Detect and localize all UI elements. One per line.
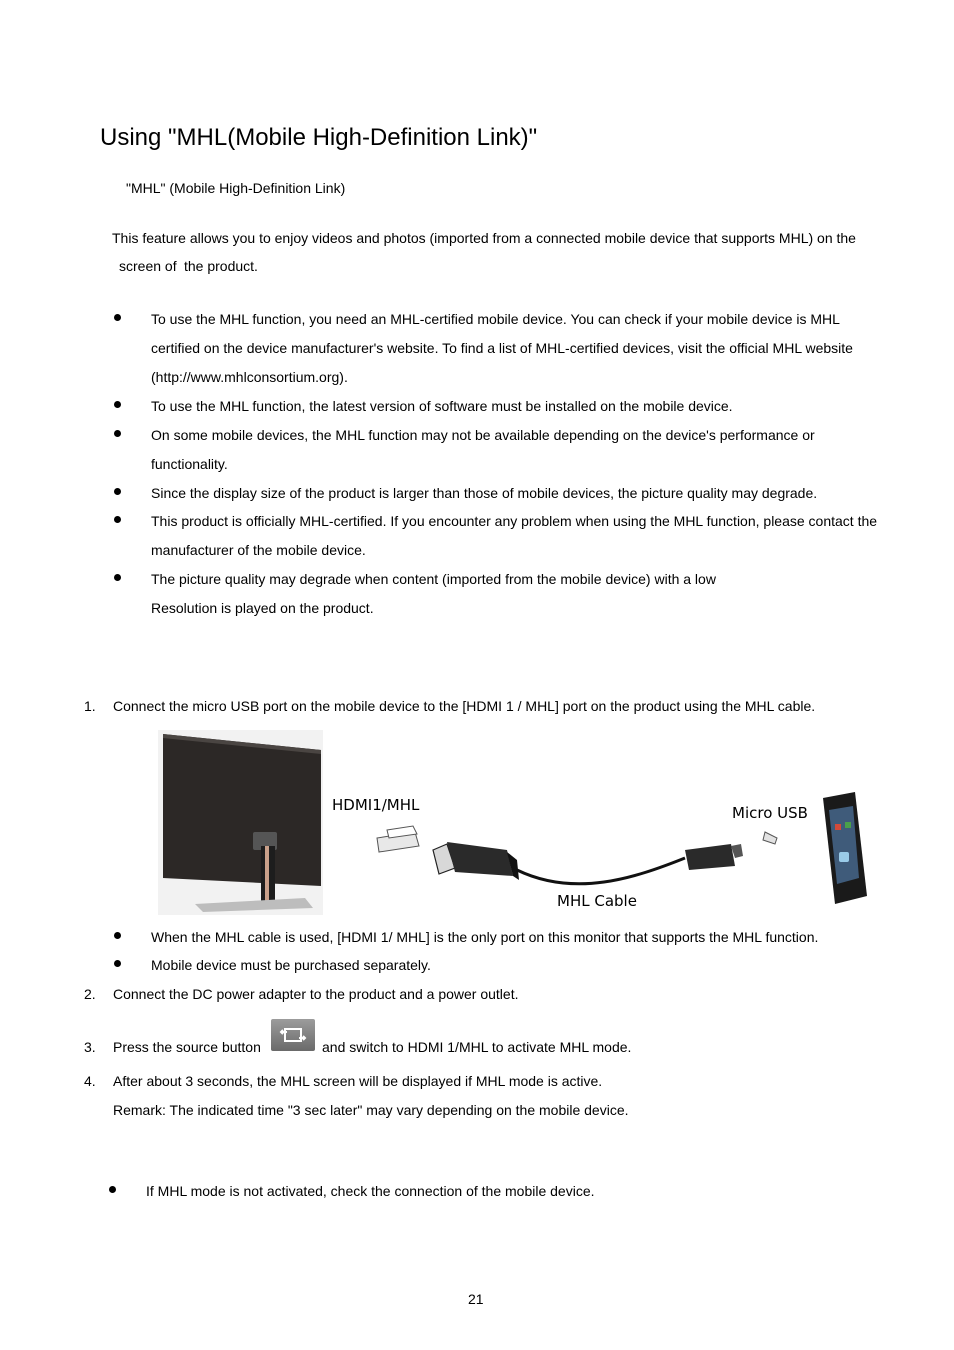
section-subtitle: "MHL" (Mobile High-Definition Link)	[126, 180, 346, 196]
note-4-line-1: Since the display size of the product is larger than those of mobile devices, the picture quality may degrade.	[151, 485, 818, 501]
intro-line-2a: screen of	[119, 258, 177, 274]
intro-line-2b: the product.	[184, 258, 258, 274]
step-1-note-2: Mobile device must be purchased separately.	[151, 957, 431, 973]
note-5-line-1: This product is officially MHL-certified. If you encounter any problem when using the MHL function, please contact the	[151, 513, 878, 529]
mobile-phone-image	[823, 792, 867, 904]
bullet-icon	[114, 430, 121, 437]
intro-line-1: This feature allows you to enjoy videos and photos (imported from a connected mobile device that supports MHL) on the	[112, 230, 856, 246]
note-1-line-2: certified on the device manufacturer's website. To find a list of MHL-certified devices, visit the official MHL website	[151, 340, 853, 356]
micro-usb-plug-icon	[685, 832, 777, 870]
bullet-icon	[114, 401, 121, 408]
note-1-line-3: (http://www.mhlconsortium.org).	[151, 369, 348, 385]
mhl-cable-label: MHL Cable	[557, 892, 637, 910]
mhl-connection-figure	[155, 728, 875, 918]
page-number: 21	[468, 1291, 484, 1307]
note-2-line-1: To use the MHL function, the latest version of software must be installed on the mobile device.	[151, 398, 733, 414]
step-3-number: 3.	[84, 1039, 96, 1055]
step-3-text-a: Press the source button	[113, 1039, 261, 1055]
step-1-number: 1.	[84, 698, 96, 714]
note-5-line-2: manufacturer of the mobile device.	[151, 542, 366, 558]
hdmi-port-icon	[377, 826, 419, 852]
step-4-remark: Remark: The indicated time "3 sec later" may vary depending on the mobile device.	[113, 1102, 629, 1118]
hdmi-mhl-label: HDMI1/MHL	[332, 796, 420, 814]
step-4-number: 4.	[84, 1073, 96, 1089]
note-3-line-1: On some mobile devices, the MHL function may not be available depending on the device's performance or	[151, 427, 815, 443]
step-2-text: Connect the DC power adapter to the product and a power outlet.	[113, 986, 519, 1002]
note-3-line-2: functionality.	[151, 456, 228, 472]
note-6-line-1: The picture quality may degrade when content (imported from the mobile device) with a low	[151, 571, 716, 587]
note-6-line-2: Resolution is played on the product.	[151, 600, 374, 616]
bullet-icon	[114, 960, 121, 967]
note-1-line-1: To use the MHL function, you need an MHL-certified mobile device. You can check if your mobile device is MHL	[151, 311, 840, 327]
source-switch-icon	[271, 1019, 315, 1051]
final-note: If MHL mode is not activated, check the connection of the mobile device.	[146, 1183, 595, 1199]
step-1-text: Connect the micro USB port on the mobile device to the [HDMI 1 / MHL] port on the product using the MHL cable.	[113, 698, 816, 714]
hdmi-plug-icon	[433, 842, 519, 880]
bullet-icon	[109, 1186, 116, 1193]
bullet-icon	[114, 488, 121, 495]
bullet-icon	[114, 574, 121, 581]
step-3-text-b: and switch to HDMI 1/MHL to activate MHL mode.	[322, 1039, 632, 1055]
mhl-cable-line	[517, 858, 685, 884]
bullet-icon	[114, 516, 121, 523]
micro-usb-label: Micro USB	[732, 804, 808, 822]
step-1-note-1: When the MHL cable is used, [HDMI 1/ MHL] is the only port on this monitor that supports the MHL function.	[151, 929, 819, 945]
monitor-image	[158, 730, 323, 915]
bullet-icon	[114, 314, 121, 321]
step-2-number: 2.	[84, 986, 96, 1002]
bullet-icon	[114, 932, 121, 939]
page-title: Using "MHL(Mobile High-Definition Link)"	[100, 124, 538, 151]
step-4-text: After about 3 seconds, the MHL screen will be displayed if MHL mode is active.	[113, 1073, 603, 1089]
